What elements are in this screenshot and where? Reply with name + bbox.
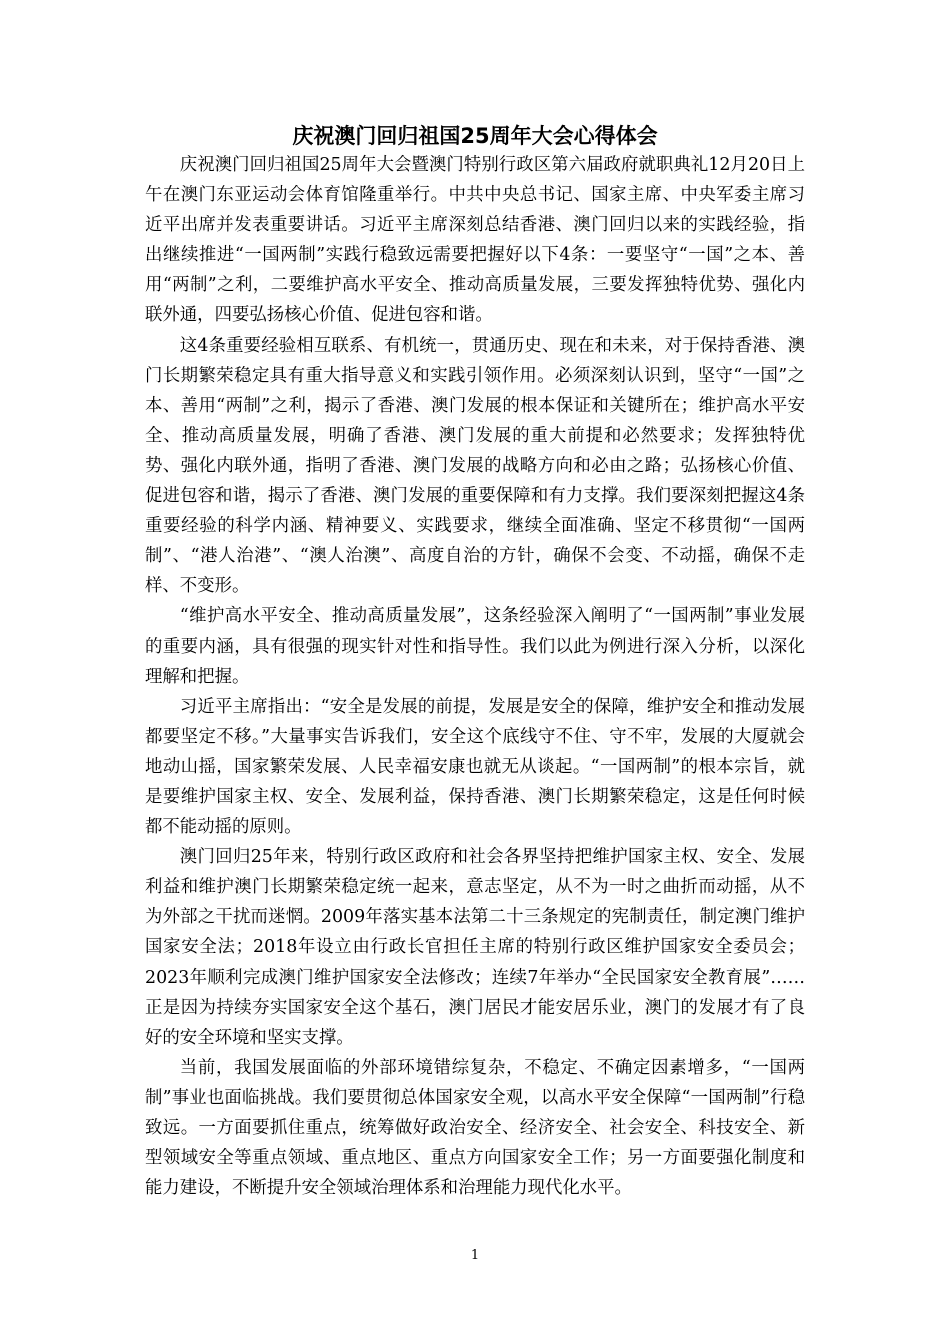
paragraph-6: 当前，我国发展面临的外部环境错综复杂，不稳定、不确定因素增多，“一国两制”事业也面临挑战。我们要贯彻总体国家安全观，以高水平安全保障“一国两制”行稳致远。一方面要抓住重点，统筹做好政治安全、经济安全、社会安全、科技安全、新型领域安全等重点领域、重点地区、重点方向国家安全工作；另一方面要强化制度和能力建设，不断提升安全领域治理体系和治理能力现代化水平。 — [145, 1057, 805, 1199]
paragraph-1: 庆祝澳门回归祖国25周年大会暨澳门特别行政区第六届政府就职典礼12月20日上午在澳门东亚运动会体育馆隆重举行。中共中央总书记、国家主席、中央军委主席习近平出席并发表重要讲话。习近平主席深刻总结香港、澳门回归以来的实践经验，指出继续推进“一国两制”实践行稳致远需要把握好以下4条：一要坚守“一国”之本、善用“两制”之利，二要维护高水平安全、推动高质量发展，三要发挥独特优势、强化内联外通，四要弘扬核心价值、促进包容和谐。 — [145, 155, 805, 326]
paragraph-2: 这4条重要经验相互联系、有机统一，贯通历史、现在和未来，对于保持香港、澳门长期繁荣稳定具有重大指导意义和实践引领作用。必须深刻认识到，坚守“一国”之本、善用“两制”之利，揭示了香港、澳门发展的根本保证和关键所在；维护高水平安全、推动高质量发展，明确了香港、澳门发展的重大前提和必然要求；发挥独特优势、强化内联外通，指明了香港、澳门发展的战略方向和必由之路；弘扬核心价值、促进包容和谐，揭示了香港、澳门发展的重要保障和有力支撑。我们要深刻把握这4条重要经验的科学内涵、精神要义、实践要求，继续全面准确、坚定不移贯彻“一国两制”、“港人治港”、“澳人治澳”、高度自治的方针，确保不会变、不动摇，确保不走样、不变形。 — [145, 335, 805, 597]
document-body — [145, 150, 805, 1203]
paragraph-5: 澳门回归25年来，特别行政区政府和社会各界坚持把维护国家主权、安全、发展利益和维护澳门长期繁荣稳定统一起来，意志坚定，从不为一时之曲折而动摇，从不为外部之干扰而迷惘。2009年落实基本法第二十三条规定的宪制责任，制定澳门维护国家安全法；2018年设立由行政长官担任主席的特别行政区维护国家安全委员会；2023年顺利完成澳门维护国家安全法修改；连续7年举办“全民国家安全教育展”……正是因为持续夯实国家安全这个基石，澳门居民才能安居乐业，澳门的发展才有了良好的安全环境和坚实支撑。 — [145, 847, 805, 1048]
paragraph-3: “维护高水平安全、推动高质量发展”，这条经验深入阐明了“一国两制”事业发展的重要内涵，具有很强的现实针对性和指导性。我们以此为例进行深入分析，以深化理解和把握。 — [145, 606, 805, 687]
document-title: 庆祝澳门回归祖国25周年大会心得体会 — [292, 124, 658, 148]
paragraph-4: 习近平主席指出：“安全是发展的前提，发展是安全的保障，维护安全和推动发展都要坚定不移。”大量事实告诉我们，安全这个底线守不住、守不牢，发展的大厦就会地动山摇，国家繁荣发展、人民幸福安康也就无从谈起。“一国两制”的根本宗旨，就是要维护国家主权、安全、发展利益，保持香港、澳门长期繁荣稳定，这是任何时候都不能动摇的原则。 — [145, 696, 805, 838]
page-number: 1 — [470, 1248, 480, 1263]
